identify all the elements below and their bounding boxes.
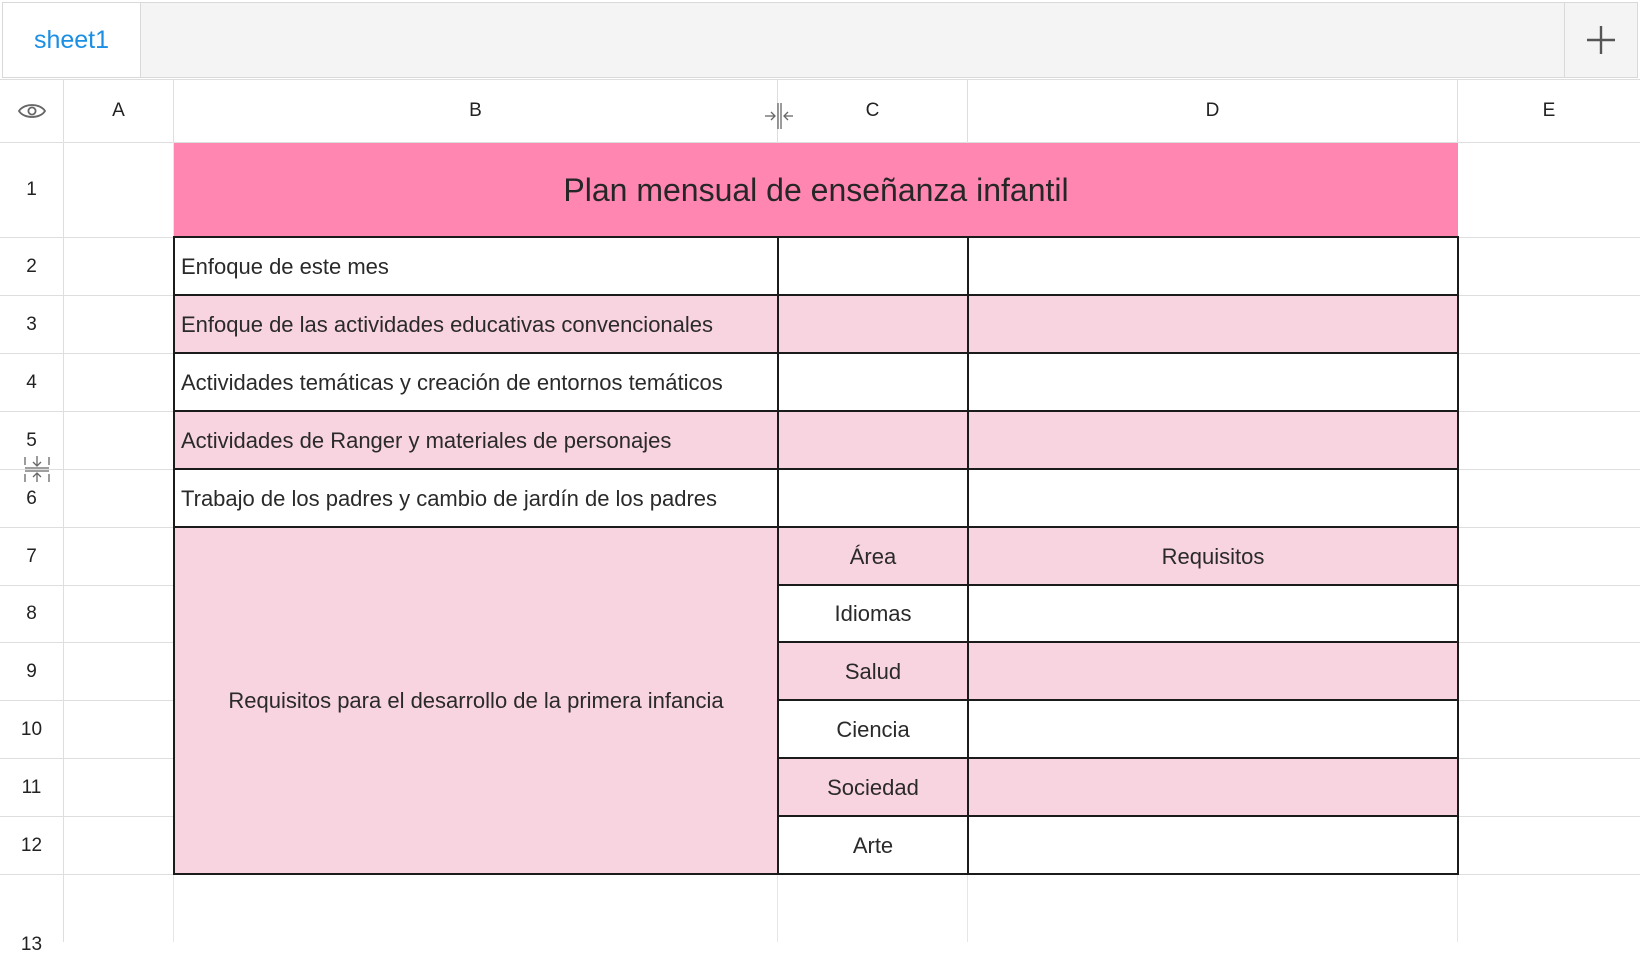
cell-b5[interactable]: Actividades de Ranger y materiales de personajes <box>174 412 778 469</box>
cell-d2[interactable] <box>968 238 1458 295</box>
row-header-11[interactable]: 11 <box>0 759 64 816</box>
row-header-7[interactable]: 7 <box>0 528 64 585</box>
table-border <box>1457 237 1459 875</box>
row-header-5[interactable]: 5 <box>0 412 64 469</box>
column-header-c[interactable]: C <box>778 80 968 142</box>
row-header-12[interactable]: 12 <box>0 817 64 874</box>
column-header-b[interactable]: B <box>174 80 778 142</box>
table-border <box>777 757 1459 759</box>
cell-b4[interactable]: Actividades temáticas y creación de entornos temáticos <box>174 354 778 411</box>
cell-d6[interactable] <box>968 470 1458 527</box>
table-border <box>173 294 1459 296</box>
column-resize-icon[interactable] <box>764 102 794 130</box>
table-border <box>777 815 1459 817</box>
cell-c6[interactable] <box>778 470 968 527</box>
table-border <box>173 873 1459 875</box>
cell-d7-req-header[interactable]: Requisitos <box>968 528 1458 585</box>
cell-b7-development[interactable]: Requisitos para el desarrollo de la primera infancia <box>174 528 778 874</box>
column-header-e[interactable]: E <box>1542 100 1556 121</box>
cell-c5[interactable] <box>778 412 968 469</box>
cell-b6[interactable]: Trabajo de los padres y cambio de jardín de los padres <box>174 470 778 527</box>
table-border <box>777 584 1459 586</box>
row-resize-icon[interactable] <box>24 455 50 483</box>
table-border <box>777 699 1459 701</box>
cell-d12[interactable] <box>968 817 1458 874</box>
table-border <box>173 352 1459 354</box>
cell-d9[interactable] <box>968 643 1458 700</box>
table-border <box>173 410 1459 412</box>
table-border <box>173 526 1459 528</box>
title-cell[interactable]: Plan mensual de enseñanza infantil <box>174 143 1458 237</box>
table-border <box>777 641 1459 643</box>
cell-d5[interactable] <box>968 412 1458 469</box>
table-border <box>777 237 779 875</box>
cell-c12[interactable]: Arte <box>778 817 968 874</box>
table-border <box>173 468 1459 470</box>
row-header-1[interactable]: 1 <box>0 143 64 237</box>
cell-d4[interactable] <box>968 354 1458 411</box>
cell-c8[interactable]: Idiomas <box>778 586 968 642</box>
row-header-10[interactable]: 10 <box>0 701 64 758</box>
row-header-8[interactable]: 8 <box>0 586 64 642</box>
cell-b2[interactable]: Enfoque de este mes <box>174 238 778 295</box>
cell-d8[interactable] <box>968 586 1458 642</box>
select-all-corner[interactable] <box>0 80 64 142</box>
cell-c9[interactable]: Salud <box>778 643 968 700</box>
tab-sheet1[interactable]: sheet1 <box>3 3 141 77</box>
row-header-4[interactable]: 4 <box>0 354 64 411</box>
table-border <box>173 236 1459 238</box>
row-header-2[interactable]: 2 <box>0 238 64 295</box>
cell-c7-area-header[interactable]: Área <box>778 528 968 585</box>
cell-d11[interactable] <box>968 759 1458 816</box>
cell-d10[interactable] <box>968 701 1458 758</box>
table-border <box>967 237 969 875</box>
row-header-9[interactable]: 9 <box>0 643 64 700</box>
cell-c2[interactable] <box>778 238 968 295</box>
row-header-13[interactable] <box>0 875 64 955</box>
row-header-6[interactable]: 6 <box>0 470 64 527</box>
cell-c11[interactable]: Sociedad <box>778 759 968 816</box>
row-header-3[interactable]: 3 <box>0 296 64 353</box>
cell-c4[interactable] <box>778 354 968 411</box>
table-border <box>173 237 175 875</box>
cell-c10[interactable]: Ciencia <box>778 701 968 758</box>
row-header-13-label: 13 <box>20 934 43 955</box>
visibility-eye-icon[interactable] <box>18 102 46 120</box>
column-header-d[interactable]: D <box>968 80 1458 142</box>
cell-c3[interactable] <box>778 296 968 353</box>
column-header-a[interactable]: A <box>64 80 174 142</box>
cell-b3[interactable]: Enfoque de las actividades educativas convencionales <box>174 296 778 353</box>
cell-d3[interactable] <box>968 296 1458 353</box>
